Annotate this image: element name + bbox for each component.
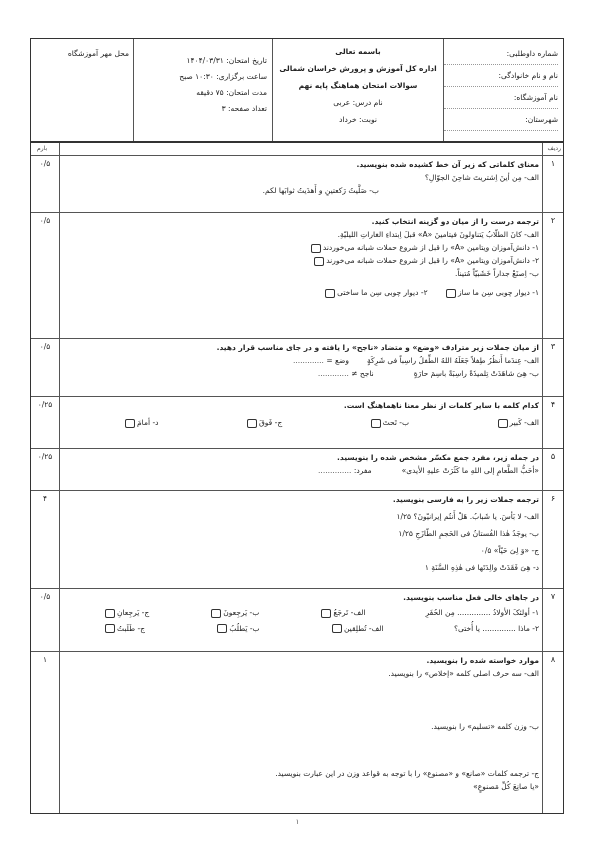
student-info-section <box>443 39 563 141</box>
question-row <box>31 155 563 213</box>
page-number: ۱ <box>295 818 300 826</box>
answer-option-text: ج- یَرجِعانِ <box>117 608 150 617</box>
question-item: الف- لا بَأسَ. یا شَبابُ. هَلْ أَنتُم إیرانیّونَ؟ ۱/۲۵ <box>396 512 539 521</box>
question-sentence: «أحَبُّ الطَّعامِ إلی اللهِ ما کَثُرَتْ علیهِ الأیدی» <box>401 466 539 475</box>
answer-option-text: ۱- دانش‌آموزان ویتامین «A» را قبل از شروع حملات شبانه می‌خوردند <box>322 243 539 252</box>
question-score: ۰/۵ <box>39 159 51 168</box>
answer-option[interactable] <box>444 288 539 297</box>
question-prompt: در جمله زیر، مفرد جمع مکسّر مشخص شده را بنویسید. <box>337 453 539 462</box>
question-body <box>63 591 539 633</box>
checkbox[interactable] <box>446 289 456 298</box>
answer-option-text: ۲- دانش‌آموزان ویتامین «A» را قبل از شروع حملات شبانه می‌خورند <box>326 256 539 265</box>
question-number: ۸ <box>550 655 556 664</box>
question-sentence: ب- هِیَ شاهَدَتْ تِلمیذَةً راسِبَةً باسِمَ حارَةٍ <box>413 369 539 378</box>
question-item: الف- کانَ الطلّابُ یَتناولونَ فیتامینَ «A» قبلَ اِبتداءِ الغاراتِ اللیلیّةِ. <box>337 230 539 239</box>
question-number: ۱ <box>550 159 556 168</box>
question-row <box>31 338 563 397</box>
question-item <box>63 367 539 380</box>
answer-option-text: الف- تُطلِقین <box>343 623 384 633</box>
question-prompt: موارد خواسته شده را بنویسید. <box>426 656 539 665</box>
answer-option[interactable] <box>215 624 259 634</box>
question-number: ۵ <box>550 452 556 461</box>
question-score: ۰/۵ <box>39 216 51 225</box>
office-name: اداره کل آموزش و پرورش خراسان شمالی <box>279 64 437 73</box>
question-row <box>31 651 563 813</box>
question-item: «یا صانِعَ کُلِّ مَصنوعٍ» <box>473 782 539 791</box>
question-score: ۰/۲۵ <box>37 452 53 461</box>
question-row <box>31 212 563 339</box>
checkbox[interactable] <box>125 419 135 428</box>
answer-options <box>63 624 539 634</box>
answer-option-text: ج- طَلَبتُ <box>117 623 146 633</box>
question-score: ۰/۵ <box>39 342 51 351</box>
answer-option[interactable] <box>123 418 158 428</box>
school-stamp-section <box>29 39 133 141</box>
city-label: شهرستان: <box>444 109 558 131</box>
question-number: ۶ <box>550 494 556 503</box>
question-body <box>63 654 539 793</box>
question-prompt: ترجمه درست را از میان دو گزینه انتخاب کنید. <box>371 217 539 226</box>
question-item: ب- اِصنَعْ جداراً خَشَبیّاً مُتیناً. <box>455 269 539 278</box>
row-column-header: ردیف <box>547 145 561 152</box>
question-item: ج- «وَ لِیَ حَیّاً» ۰/۵ <box>480 546 539 555</box>
answer-option-text: الف- تَرجَعُ <box>333 608 366 617</box>
exam-session: نوبت: خرداد <box>339 115 377 124</box>
answer-option-text: د- أمامَ <box>137 418 159 427</box>
question-prompt: معنای کلماتی که زیر آن خط کشیده شده بنویسید. <box>356 160 539 169</box>
answer-option[interactable] <box>496 418 539 428</box>
exam-time: ساعت برگزاری: ۱۰:۳۰ صبح <box>179 72 267 81</box>
checkbox[interactable] <box>321 609 331 618</box>
checkbox[interactable] <box>332 624 342 633</box>
answer-option-text: ۲- دیوار چوبی سِن ما ساختی <box>337 288 428 297</box>
answer-option[interactable] <box>103 608 149 618</box>
answer-options <box>63 608 539 618</box>
answer-option[interactable] <box>330 624 384 634</box>
answer-options <box>63 418 539 428</box>
question-item: ب- وزن کلمه «تسلیم» را بنویسید. <box>431 722 539 731</box>
question-prompt: ترجمه جملات زیر را به فارسی بنویسید. <box>392 495 539 504</box>
checkbox[interactable] <box>217 624 227 633</box>
exam-header <box>30 38 564 142</box>
page-count: تعداد صفحه: ۳ <box>221 104 267 113</box>
exam-details-section <box>133 39 273 141</box>
question-item: ب- یوجَدُ هٰذا الفُستانُ فی الحَجمِ الطّازَجِ ۱/۲۵ <box>398 529 539 538</box>
answer-option-text: ب- تَحتَ <box>382 418 410 427</box>
answer-option-text: الف- کَبیر <box>509 418 539 427</box>
question-body <box>63 341 539 380</box>
question-item: الف- سه حرف اصلی کلمه «إخلاص» را بنویسید. <box>388 669 539 678</box>
question-score: ۱ <box>42 655 48 664</box>
answer-blank[interactable]: ............. <box>317 369 349 378</box>
exam-title: سوالات امتحان هماهنگ پایه نهم <box>298 81 418 90</box>
checkbox[interactable] <box>498 419 508 428</box>
answer-label: وضع = <box>326 356 349 365</box>
question-row <box>31 588 563 652</box>
question-prompt: از میان جملات زیر مترادف «وضع» و متضاد «ناجح» را یافته و در جای مناسب قرار دهید. <box>216 343 539 352</box>
answer-option-text: ج- فَوقَ <box>258 418 283 427</box>
question-body <box>63 399 539 428</box>
answer-option[interactable] <box>63 241 539 254</box>
exam-duration: مدت امتحان: ۷۵ دقیقه <box>196 88 267 97</box>
answer-option[interactable] <box>319 608 365 618</box>
answer-option[interactable] <box>369 418 409 428</box>
student-name-label: نام و نام خانوادگی: <box>444 65 558 87</box>
answer-space[interactable] <box>63 680 539 720</box>
question-body <box>63 215 539 299</box>
checkbox[interactable] <box>325 289 335 298</box>
subject-name: نام درس: عربی <box>333 98 383 107</box>
question-body <box>63 158 539 197</box>
question-sentence: ۲- ماذا .............. یا أُختی؟ <box>454 623 539 633</box>
answer-label: ناجح ≠ <box>351 369 374 378</box>
question-score: ۴ <box>42 494 48 503</box>
question-score: ۰/۲۵ <box>37 400 53 409</box>
question-row <box>31 448 563 491</box>
checkbox[interactable] <box>247 419 257 428</box>
question-sentence: ۱- أولئکَ الأولادُ .............. مِن الحُفَرِ <box>425 608 539 617</box>
exam-date: تاریخ امتحان: ۱۴۰۴/۰۳/۳۱ <box>186 56 267 65</box>
checkbox[interactable] <box>371 419 381 428</box>
question-body <box>63 451 539 477</box>
question-row <box>31 490 563 589</box>
question-item <box>63 354 539 367</box>
answer-option-text: ب- یَطلُبُ <box>229 623 260 633</box>
question-number: ۷ <box>550 592 556 601</box>
score-column-header: بارم <box>37 145 48 152</box>
answer-option-text: ب- یَرجِعونَ <box>223 608 260 617</box>
student-id-label: شماره داوطلبی: <box>444 43 558 65</box>
question-number: ۳ <box>550 342 556 351</box>
question-sentence: الف- عِندَما أَنظُرُ طِفلاً جَعَلَهُ اللهُ الطِّفلُ راسِباً فی شَرِکَةٍ <box>367 356 539 365</box>
question-number: ۴ <box>550 400 556 409</box>
questions-table <box>30 142 564 814</box>
question-item: ب- صَلَّیتُ رَکعتینِ و أَهدَیتُ ثوابَها لکم. <box>262 186 379 195</box>
answer-option[interactable] <box>103 624 145 634</box>
question-item <box>63 464 539 477</box>
answer-option[interactable] <box>323 288 428 297</box>
answer-options <box>63 286 539 299</box>
answer-blank[interactable]: ............. <box>292 356 324 365</box>
question-score: ۰/۵ <box>39 592 51 601</box>
question-item: د- هِیَ فَقَدَتْ والِدَتَها فی هٰذِهِ السَّنَةِ ۱ <box>424 563 539 572</box>
question-prompt: کدام کلمه با سایر کلمات از نظر معنا ناهماهنگ است. <box>343 401 539 410</box>
question-body <box>63 493 539 574</box>
answer-label: مفرد: <box>353 466 372 475</box>
answer-option[interactable] <box>63 254 539 267</box>
checkbox[interactable] <box>105 624 115 633</box>
checkbox[interactable] <box>105 609 115 618</box>
school-name-label: نام آموزشگاه: <box>444 87 558 109</box>
question-item: ج- ترجمه کلمات «صانع» و «مصنوع» را با توجه به قواعد وزن در این عبارت بنویسید. <box>275 769 539 778</box>
basmala: باسمه تعالی <box>335 47 381 56</box>
checkbox[interactable] <box>211 609 221 618</box>
question-number: ۲ <box>550 216 556 225</box>
question-prompt: در جاهای خالی فعل مناسب بنویسید. <box>403 593 539 602</box>
answer-option[interactable] <box>209 608 259 618</box>
question-row <box>31 396 563 449</box>
question-item: الف- مِن أینَ اِشتریتَ شاحِنَ الجوّالِ؟ <box>424 173 539 182</box>
answer-option-text: ۱- دیوار چوبی سِن ما ساز <box>457 288 539 297</box>
answer-blank[interactable]: .............. <box>318 466 352 475</box>
exam-title-section <box>272 39 443 141</box>
checkbox[interactable] <box>311 244 321 253</box>
school-stamp-label: محل مهر آموزشگاه <box>67 49 129 58</box>
answer-option[interactable] <box>245 418 282 428</box>
checkbox[interactable] <box>314 257 324 266</box>
answer-space[interactable] <box>63 733 539 767</box>
